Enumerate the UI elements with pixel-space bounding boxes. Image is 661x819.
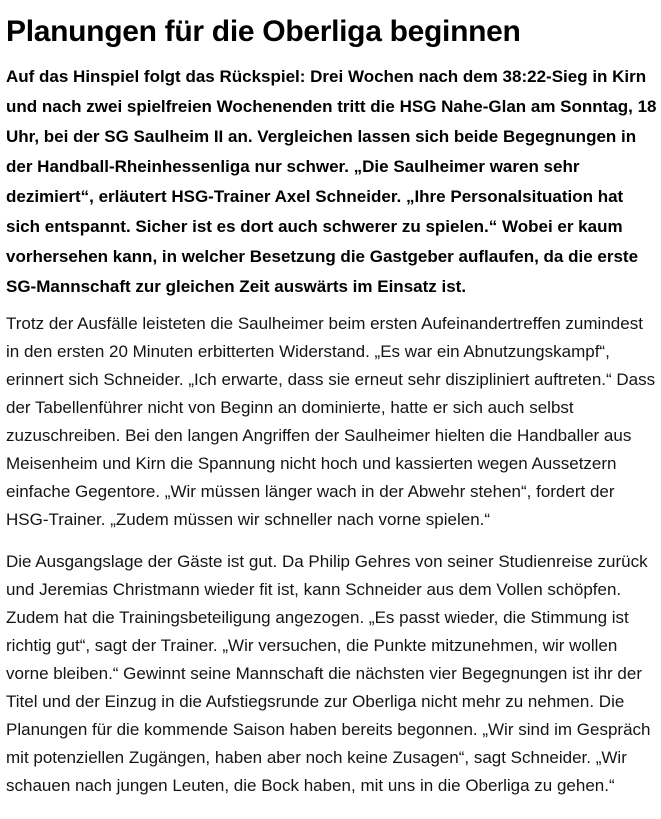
article-lead-paragraph: Auf das Hinspiel folgt das Rückspiel: Drei Wochen nach dem 38:22-Sieg in Kirn und nach zwei spielfreien Wochenenden tritt die HSG Nahe-Glan am Sonntag, 18 Uhr, bei der SG Saulheim II an. Vergleichen lassen sich beide Begegnungen in der Handball-Rheinhessenliga nur schwer. „Die Saulheimer waren sehr dezimiert“, erläutert HSG-Trainer Axel Schneider. „Ihre Personalsituation hat sich entspannt. Sicher ist es dort auch schwerer zu spielen.“ Wobei er kaum vorhersehen kann, in welcher Besetzung die Gastgeber auflaufen, da die erste SG-Mannschaft zur gleichen Zeit auswärts im Einsatz ist. [6, 67, 657, 296]
article-headline: Planungen für die Oberliga beginnen [6, 15, 521, 48]
article-paragraph-2: Die Ausgangslage der Gäste ist gut. Da Philip Gehres von seiner Studienreise zurück und Jeremias Christmann wieder fit ist, kann Schneider aus dem Vollen schöpfen. Zudem hat die Trainingsbeteiligung angezogen. „Es passt wieder, die Stimmung ist richtig gut“, sagt der Trainer. „Wir versuchen, die Punkte mitzunehmen, wir wollen vorne bleiben.“ Gewinnt seine Mannschaft die nächsten vier Begegnungen ist ihr der Titel und der Einzug in die Aufstiegsrunde zur Oberliga nicht mehr zu nehmen. Die Planungen für die kommende Saison haben bereits begonnen. „Wir sind im Gespräch mit potenziellen Zugängen, haben aber noch keine Zusagen“, sagt Schneider. „Wir schauen nach jungen Leuten, die Bock haben, mit uns in die Oberliga zu gehen.“ [6, 552, 651, 795]
article-paragraph-1: Trotz der Ausfälle leisteten die Saulheimer beim ersten Aufeinandertreffen zumindest in den ersten 20 Minuten erbitterten Widerstand. „Es war ein Abnutzungskampf“, erinnert sich Schneider. „Ich erwarte, dass sie erneut sehr diszipliniert auftreten.“ Dass der Tabellenführer nicht von Beginn an dominierte, hatte er sich auch selbst zuzuschreiben. Bei den langen Angriffen der Saulheimer hielten die Handballer aus Meisenheim und Kirn die Spannung nicht hoch und kassierten wegen Aussetzern einfache Gegentore. „Wir müssen länger wach in der Abwehr stehen“, fordert der HSG-Trainer. „Zudem müssen wir schneller nach vorne spielen.“ [6, 314, 656, 529]
